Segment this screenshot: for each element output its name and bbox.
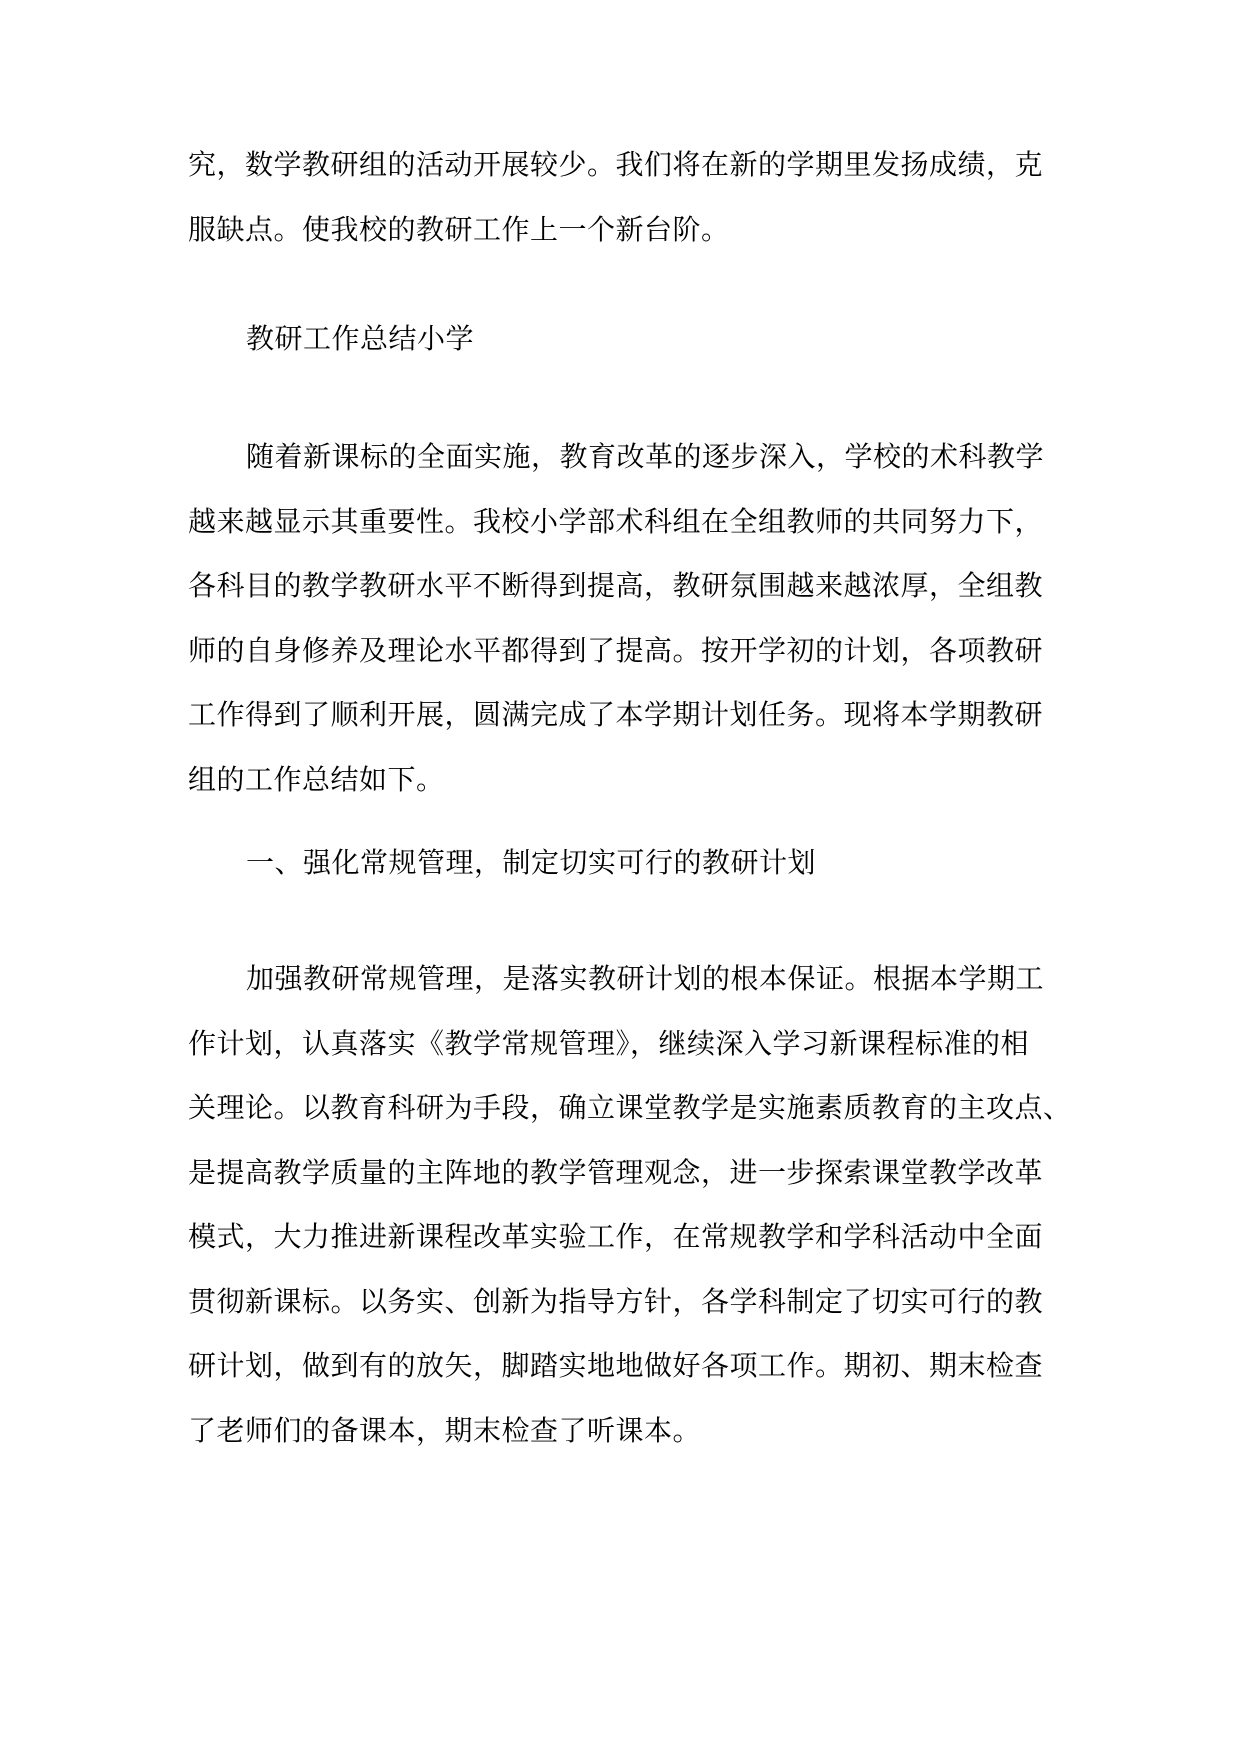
intro-paragraph (188, 425, 1068, 812)
section-heading-text: 一、强化常规管理，制定切实可行的教研计划 (246, 846, 817, 879)
paragraph-line: 越来越显示其重要性。我校小学部术科组在全组教师的共同努力下， (188, 504, 1044, 538)
paragraph-line: 各科目的教学教研水平不断得到提高，教研氛围越来越浓厚，全组教 (188, 569, 1044, 602)
paragraph-line: 随着新课标的全面实施，教育改革的逐步深入，学校的术科教学 (246, 440, 1045, 473)
paragraph-line: 贯彻新课标。以务实、创新为指导方针，各学科制定了切实可行的教 (188, 1284, 1044, 1318)
paragraph-line: 加强教研常规管理，是落实教研计划的根本保证。根据本学期工 (246, 962, 1045, 995)
paragraph-line: 关理论。以教育科研为手段，确立课堂教学是实施素质教育的主攻点、 (188, 1091, 1072, 1124)
document-heading (188, 307, 1068, 372)
body-paragraph (188, 947, 1072, 1463)
paragraph-line: 研计划，做到有的放矢，脚踏实地地做好各项工作。期初、期末检查 (188, 1349, 1044, 1382)
paragraph-line: 是提高教学质量的主阵地的教学管理观念，进一步探索课堂教学改革 (188, 1155, 1044, 1189)
paragraph-line: 了老师们的备课本，期末检查了听课本。 (188, 1413, 702, 1447)
continued-paragraph (188, 133, 1068, 262)
paragraph-line: 究，数学教研组的活动开展较少。我们将在新的学期里发扬成绩，克 (188, 148, 1044, 181)
paragraph-line: 师的自身修养及理论水平都得到了提高。按开学初的计划，各项教研 (188, 633, 1044, 667)
paragraph-line: 组的工作总结如下。 (188, 762, 445, 796)
paragraph-line: 模式，大力推进新课程改革实验工作，在常规教学和学科活动中全面 (188, 1220, 1044, 1253)
section-heading (188, 831, 1068, 896)
paragraph-line: 工作得到了顺利开展，圆满完成了本学期计划任务。现将本学期教研 (188, 698, 1044, 731)
paragraph-line: 服缺点。使我校的教研工作上一个新台阶。 (188, 212, 730, 246)
paragraph-line: 作计划，认真落实《教学常规管理》，继续深入学习新课程标准的相 (188, 1026, 1030, 1060)
heading-text: 教研工作总结小学 (246, 322, 475, 355)
